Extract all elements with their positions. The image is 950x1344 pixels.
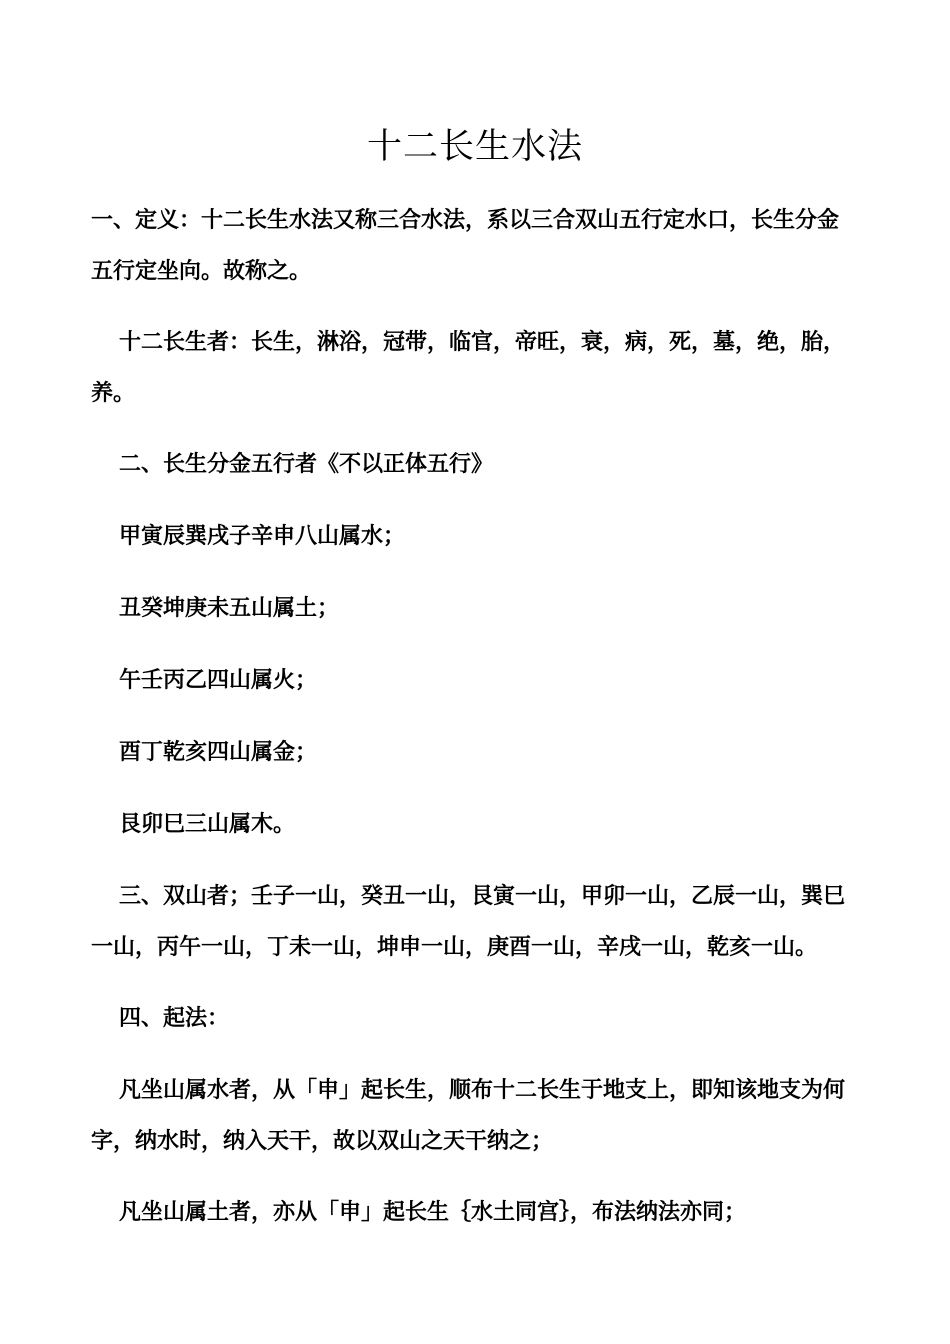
text-line: 一、定义：十二长生水法又称三合水法，系以三合双山五行定水口，长生分金 xyxy=(91,208,840,233)
text-line: 一山，丙午一山，丁未一山，坤申一山，庚酉一山，辛戌一山，乾亥一山。 xyxy=(91,935,818,960)
text-line: 艮卯巳三山属木。 xyxy=(119,812,296,837)
paragraph-wood xyxy=(91,799,861,850)
text-line: 十二长生者：长生，淋浴，冠带，临官，帝旺，衰，病，死，墓，绝，胎， xyxy=(119,330,846,355)
paragraph-section-two xyxy=(91,439,861,490)
paragraph-definition xyxy=(91,195,861,297)
text-line: 凡坐山属土者，亦从「申」起长生｛水土同宫｝，布法纳法亦同； xyxy=(119,1200,747,1225)
paragraph-earth xyxy=(91,583,861,634)
paragraph-water xyxy=(91,511,861,562)
paragraph-twelve-stages xyxy=(91,317,861,419)
text-line: 午壬丙乙四山属火； xyxy=(119,668,318,693)
paragraph-double-mountains xyxy=(91,871,861,973)
paragraph-fire xyxy=(91,655,861,706)
paragraph-section-four xyxy=(91,993,861,1044)
page-title: 十二长生水法 xyxy=(366,127,583,167)
text-line: 四、起法： xyxy=(119,1006,230,1031)
text-line: 凡坐山属水者，从「申」起长生，顺布十二长生于地支上，即知该地支为何 xyxy=(119,1078,846,1103)
text-line: 酉丁乾亥四山属金； xyxy=(119,740,318,765)
text-line: 甲寅辰巽戌子辛申八山属水； xyxy=(119,524,406,549)
paragraph-water-method xyxy=(91,1065,861,1167)
text-line: 丑癸坤庚未五山属土； xyxy=(119,596,340,621)
text-line: 三、双山者；壬子一山，癸丑一山，艮寅一山，甲卯一山，乙辰一山，巽巳 xyxy=(119,884,846,909)
text-line: 字，纳水时，纳入天干，故以双山之天干纳之； xyxy=(91,1129,554,1154)
text-line: 养。 xyxy=(91,381,136,406)
paragraph-metal xyxy=(91,727,861,778)
text-line: 五行定坐向。故称之。 xyxy=(91,259,312,284)
text-line: 二、长生分金五行者《不以正体五行》 xyxy=(119,452,494,477)
paragraph-earth-method xyxy=(91,1187,861,1238)
